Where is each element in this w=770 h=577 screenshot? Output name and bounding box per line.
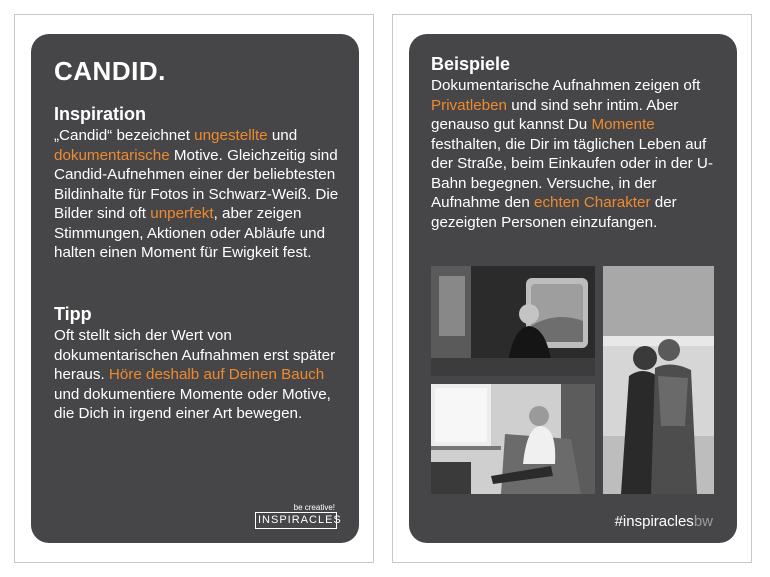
hashtag-suffix: bw [693, 513, 713, 530]
highlight-echten-charakter: echten Charakter [534, 194, 651, 211]
logo-tagline: be creative! [293, 503, 335, 512]
highlight-dokumentarische: dokumentarische [54, 146, 170, 164]
highlight-momente: Momente [591, 116, 655, 133]
text-run: Motive. Gleichzeitig sind Candid-Aufnehmen einer der beliebtesten Bildinhalte für Fotos in Schwarz-Weiß. Die Bilder sind oft [54, 146, 339, 222]
photo-couple [603, 266, 714, 494]
inspiration-heading: Inspiration [54, 104, 147, 124]
hashtag [615, 513, 713, 530]
photo-train-window [431, 266, 595, 376]
beispiele-section [431, 54, 726, 232]
hashtag-main: #inspiracles [614, 513, 694, 530]
tipp-text [54, 326, 344, 424]
text-run: „Candid“ bezeichnet [54, 127, 195, 144]
text-run: und sind sehr intim. Aber genauso gut kannst Du [431, 96, 679, 133]
inspiracles-logo [255, 503, 342, 529]
highlight-ungestellte: ungestellte [194, 127, 268, 144]
text-run: Dokumentarische Aufnahmen zeigen oft [431, 77, 701, 94]
photo-woman-chair [431, 384, 595, 494]
card-title: CANDID. [54, 56, 166, 86]
inspiration-text [54, 126, 344, 263]
text-run: der gezeigten Personen einzufangen. [431, 194, 677, 231]
beispiele-card [409, 34, 737, 543]
logo-wordmark: INSPIRACLES [255, 512, 337, 529]
text-run: und dokumentiere Momente oder Motive, die Dich in irgend einer Art bewegen. [54, 385, 331, 422]
text-run: Oft stellt sich der Wert von dokumentarischen Aufnahmen erst später heraus. [54, 327, 336, 383]
beispiele-text [431, 76, 726, 232]
text-run: und [267, 127, 298, 144]
tipp-heading: Tipp [54, 304, 92, 324]
tipp-section [54, 304, 344, 424]
text-run: festhalten, die Dir im täglichen Leben auf der Straße, beim Einkaufen oder in der U-Bahn begegnen. Versuche, in der Aufnahme den [431, 135, 713, 211]
highlight-privatleben: Privatleben [431, 96, 507, 114]
candid-card [31, 34, 359, 543]
text-run: , aber zeigen Stimmungen, Aktionen oder Abläufe und halten einen Moment für Ewigkeit fest. [54, 205, 326, 261]
highlight-hoere-bauch: Höre deshalb auf Deinen Bauch [108, 366, 325, 383]
inspiration-section [54, 104, 344, 263]
beispiele-heading: Beispiele [431, 54, 511, 74]
highlight-unperfekt: unperfekt [150, 205, 214, 222]
